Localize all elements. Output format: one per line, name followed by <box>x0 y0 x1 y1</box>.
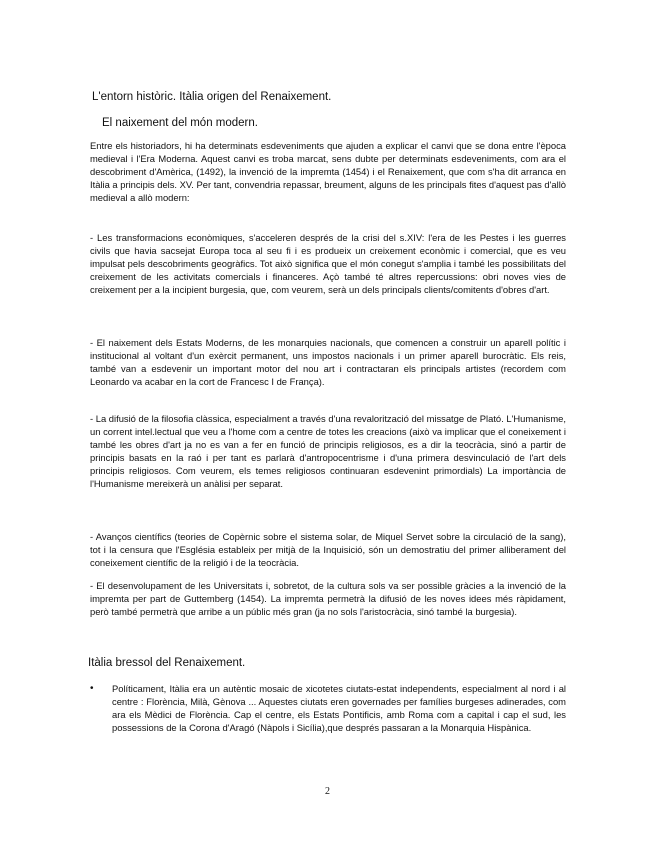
section-heading: El naixement del món modern. <box>102 117 258 129</box>
bullet-icon: • <box>90 683 94 694</box>
point-science: - Avanços científics (teories de Copèrnic sobre el sistema solar, de Miquel Servet sobre la circulació de la sang), tot i la censura que l'Església estableix per mitjà de la Inquisició, són un demostratiu del primer alliberament del coneixement científic de la religió i de la teocràcia. <box>90 531 566 569</box>
page-number: 2 <box>325 786 330 797</box>
point-classical-philosophy: - La difusió de la filosofia clàssica, especialment a través d'una revalorització del missatge de Plató. L'Humanisme, un corrent intel.lectual que veu a l'home com a centre de totes les creacions (això va implicar que el coneixement i també les obres d'art ja no es van a fer en funció de principis religiosos, es a dir la teocràcia, sinó a partir de principis basats en la raó i per tant es parlarà d'antropocentrisme i d'una primera desvinculació de l'art dels principis religiosos. Com veurem, els temes religiosos continuaran esdevenint primordials) La importància de l'Humanisme mereixerà un anàlisi per separat. <box>90 413 566 490</box>
bullet-text: Políticament, Itàlia era un autèntic mosaic de xicotetes ciutats-estat independents, especialment al nord i al centre : Florència, Milà, Gènova ... Aquestes ciutats eren governades per famílies burgeses adinerades, com ara els Mèdici de Florència. Cap el centre, els Estats Pontificis, amb Roma com a capital i cap el sud, les possessions de la Corona d'Aragó (Nàpols i Sicília),que després passaran a la Monarquia Hispànica. <box>112 683 566 734</box>
intro-paragraph: Entre els historiadors, hi ha determinats esdeveniments que ajuden a explicar el canvi que se dona entre l'època medieval i l'Era Moderna. Aquest canvi es troba marcat, sens dubte per determinats esdeveniments, com ara el descobriment d'Amèrica, (1492), la invenció de la impremta (1454) i el Renaixement, que com s'ha dit arranca en Itàlia a principis dels. XV. Per tant, convendria repassar, breument, alguns de les principals fites d'aquest pas d'allò medieval a allò modern: <box>90 140 566 204</box>
bullet-list-item <box>90 682 566 734</box>
point-economic: - Les transformacions econòmiques, s'acceleren després de la crisi del s.XIV: l'era de les Pestes i les guerres civils que havia sacsejat Europa toca al seu fi i es produeix un creixement econòmic i comercial, que es veu impulsat pels descobriments geogràfics. Tot això significa que el món conegut s'amplia i també les possibilitats del creixement de les activitats comercials i financeres. Açò també té altres repercussions: obri noves vies de creixement per a la incipient burgesia, que, com veurem, serà un dels principals clients/comitents d'obres d'art. <box>90 232 566 296</box>
section-heading-italy: Itàlia bressol del Renaixement. <box>88 657 246 669</box>
point-universities: - El desenvolupament de les Universitats i, sobretot, de la cultura sols va ser possible gràcies a la invenció de la impremta per part de Guttemberg (1454). La impremta permetrà la difusió de les noves idees més ràpidament, però també permetrà que arribe a un públic més gran (ja no sols l'aristocràcia, sinó també la burgesia). <box>90 580 566 618</box>
point-modern-states: - El naixement dels Estats Moderns, de les monarquies nacionals, que comencen a construir un aparell polític i institucional al voltant d'un exèrcit permanent, uns impostos nacionals i un primer aparell burocràtic. Els reis, també van a esdevenir un important motor del nou art i contractaran els principals artistes (recordem com Leonardo va acabar en la cort de Francesc I de França). <box>90 337 566 388</box>
page-title: L'entorn històric. Itàlia origen del Renaixement. <box>92 91 332 103</box>
